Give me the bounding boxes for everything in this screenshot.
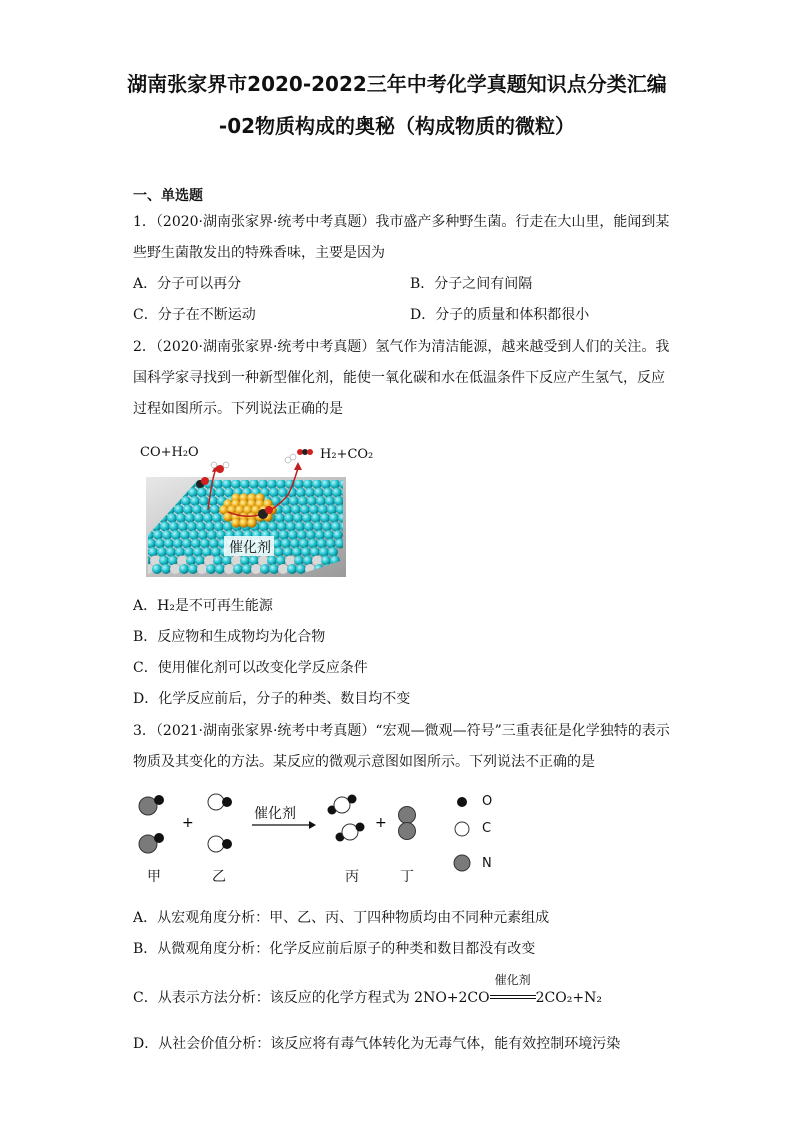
label-bing: 丙 <box>345 869 359 885</box>
support-atom <box>338 513 348 523</box>
product-bing-molecules <box>328 795 365 842</box>
water-molecule <box>223 462 229 468</box>
support-atom <box>180 530 190 540</box>
support-atom <box>210 505 220 515</box>
support-atom <box>171 530 181 540</box>
diagram-catalyst-label: 催化剂 <box>254 806 296 822</box>
co2-molecule <box>307 449 313 455</box>
support-atom <box>300 505 310 515</box>
support-atom <box>303 479 313 489</box>
support-atom <box>267 556 277 566</box>
micro-reaction-diagram <box>130 785 510 885</box>
arrowhead <box>294 462 302 470</box>
support-atom <box>215 564 225 574</box>
support-atom <box>215 488 225 498</box>
support-atom <box>207 530 217 540</box>
adsorbed-molecule <box>265 506 273 514</box>
nitrogen-legend-icon <box>454 855 470 871</box>
support-atom <box>298 496 308 506</box>
support-atom <box>200 539 210 549</box>
support-atom <box>184 547 194 557</box>
support-atom <box>164 539 174 549</box>
support-atom <box>196 522 206 532</box>
support-atom <box>306 530 316 540</box>
oxygen-legend-icon <box>457 797 467 807</box>
q3-option-c[interactable] <box>133 973 602 1008</box>
water-molecule <box>216 465 224 473</box>
support-atom <box>211 547 221 557</box>
support-atom <box>269 564 279 574</box>
support-atom <box>259 522 269 532</box>
support-atom <box>138 522 143 532</box>
support-atom <box>296 564 306 574</box>
gold-atom <box>247 518 257 528</box>
q3-stem-line2: 物质及其变化的方法。某反应的微观示意图如图所示。下列说法不正确的是 <box>133 754 595 770</box>
support-atom <box>199 496 209 506</box>
q2-option-d[interactable]: D．化学反应前后，分子的种类、数目均不变 <box>133 691 411 707</box>
support-atom <box>258 556 268 566</box>
support-atom <box>334 496 344 506</box>
support-atom <box>333 530 343 540</box>
support-atom <box>185 513 195 523</box>
support-atom <box>291 505 301 515</box>
support-atom <box>197 564 207 574</box>
support-atom <box>138 547 140 557</box>
legend-o-label: O <box>482 794 493 809</box>
support-atom <box>192 505 202 515</box>
plus-sign: + <box>375 815 387 831</box>
support-atom <box>284 513 294 523</box>
support-atom <box>167 513 177 523</box>
support-atom <box>348 479 358 489</box>
figure-reactants-label: CO+H₂O <box>140 445 199 460</box>
support-atom <box>169 522 179 532</box>
support-atom <box>202 547 212 557</box>
support-atom <box>240 556 250 566</box>
q2-stem-line2: 国科学家寻找到一种新型催化剂，能使一氧化碳和水在低温条件下反应产生氢气，反应 <box>133 370 665 386</box>
support-atom <box>161 564 171 574</box>
equation-bar <box>490 998 536 999</box>
support-atom <box>277 522 287 532</box>
support-atom <box>289 496 299 506</box>
support-atom <box>231 556 241 566</box>
support-atom <box>295 522 305 532</box>
support-atom <box>214 522 224 532</box>
support-atom <box>294 556 304 566</box>
support-atom <box>203 513 213 523</box>
support-atom <box>191 539 201 549</box>
q1-option-a[interactable]: A．分子可以再分 <box>133 276 242 292</box>
support-atom <box>251 564 261 574</box>
support-atom <box>195 556 205 566</box>
q2-stem-line3: 过程如图所示。下列说法正确的是 <box>133 401 343 417</box>
document-title-line2: -02物质构成的奥秘（构成物质的微粒） <box>218 114 576 138</box>
support-atom <box>310 547 320 557</box>
support-atom <box>311 513 321 523</box>
support-atom <box>175 547 185 557</box>
support-atom <box>138 530 145 540</box>
support-atom <box>166 547 176 557</box>
support-atom <box>314 488 324 498</box>
support-atom <box>318 505 328 515</box>
support-atom <box>285 556 295 566</box>
support-atom <box>206 564 216 574</box>
support-atom <box>138 564 144 574</box>
support-atom <box>282 505 292 515</box>
support-atom <box>269 488 279 498</box>
support-atom <box>240 479 250 489</box>
support-atom <box>174 505 184 515</box>
support-atom <box>328 547 338 557</box>
support-atom <box>213 479 223 489</box>
atom-legend <box>454 797 470 871</box>
support-atom <box>189 530 199 540</box>
support-atom <box>187 522 197 532</box>
q3-option-c-suffix: 2CO₂+N₂ <box>535 990 602 1006</box>
figure-products-label: H₂+CO₂ <box>320 447 374 462</box>
support-atom <box>143 564 153 574</box>
support-atom <box>150 556 160 566</box>
q1-stem-line1: 1．（2020·湖南张家界·统考中考真题）我市盛产多种野生菌。行走在大山里，能闻到某 <box>133 214 670 230</box>
support-atom <box>170 564 180 574</box>
support-atom <box>186 556 196 566</box>
support-atom <box>293 513 303 523</box>
support-atom <box>205 522 215 532</box>
equation-arrow <box>490 973 536 1008</box>
support-atom <box>278 564 288 574</box>
support-atom <box>138 539 147 549</box>
support-atom <box>279 530 289 540</box>
support-atom <box>286 522 296 532</box>
support-atom <box>198 530 208 540</box>
support-atom <box>157 547 167 557</box>
q1-stem-line2: 些野生菌散发出的特殊香味，主要是因为 <box>133 245 385 261</box>
support-atom <box>138 496 146 506</box>
support-atom <box>276 556 286 566</box>
q2-option-b[interactable]: B．反应物和生成物均为化合物 <box>133 629 326 645</box>
support-atom <box>332 488 342 498</box>
water-molecule <box>211 462 217 468</box>
support-atom <box>326 539 336 549</box>
support-atom <box>317 539 327 549</box>
support-atom <box>181 496 191 506</box>
q3-option-b[interactable]: B．从微观角度分析：化学反应前后原子的种类和数目都没有改变 <box>133 941 536 957</box>
label-ding: 丁 <box>400 869 414 885</box>
reactant-jia-molecules <box>139 795 164 853</box>
support-atom <box>330 479 340 489</box>
support-atom <box>138 556 142 566</box>
support-atom <box>315 530 325 540</box>
q1-option-b[interactable]: B．分子之间有间隔 <box>410 276 533 292</box>
figure-catalyst-label: 催化剂 <box>229 540 271 556</box>
support-atom <box>173 539 183 549</box>
support-atom <box>322 522 332 532</box>
support-atom <box>319 547 329 557</box>
q1-option-d[interactable]: D．分子的质量和体积都很小 <box>410 307 590 323</box>
support-atom <box>209 539 219 549</box>
support-atom <box>267 479 277 489</box>
support-atom <box>197 488 207 498</box>
support-atom <box>268 522 278 532</box>
carbon-legend-icon <box>455 822 469 836</box>
document-title-line1: 湖南张家界市2020-2022三年中考化学真题知识点分类汇编 <box>127 72 667 96</box>
q2-option-a[interactable]: A．H₂是不可再生能源 <box>133 598 273 614</box>
support-atom <box>299 539 309 549</box>
support-atom <box>176 513 186 523</box>
support-atom <box>224 564 234 574</box>
support-atom <box>290 539 300 549</box>
support-atom <box>287 564 297 574</box>
q2-option-c[interactable]: C．使用催化剂可以改变化学反应条件 <box>133 660 368 676</box>
support-atom <box>258 479 268 489</box>
co-molecule <box>201 477 209 485</box>
support-atom <box>305 488 315 498</box>
label-jia: 甲 <box>147 869 161 885</box>
support-atom <box>183 505 193 515</box>
support-atom <box>148 547 158 557</box>
q2-stem-line1: 2．（2020·湖南张家界·统考中考真题）氢气作为清洁能源，越来越受到人们的关注。我 <box>133 339 670 355</box>
support-atom <box>297 530 307 540</box>
support-atom <box>301 547 311 557</box>
support-atom <box>292 547 302 557</box>
support-atom <box>233 564 243 574</box>
support-atom <box>320 513 330 523</box>
support-atom <box>345 505 355 515</box>
support-atom <box>303 556 313 566</box>
support-atom <box>321 556 331 566</box>
plus-sign: + <box>182 815 194 831</box>
support-atom <box>222 479 232 489</box>
support-atom <box>350 488 360 498</box>
q3-option-a[interactable]: A．从宏观角度分析：甲、乙、丙、丁四种物质均由不同种元素组成 <box>133 910 550 926</box>
support-atom <box>327 505 337 515</box>
support-atom <box>249 556 259 566</box>
support-atom <box>222 556 232 566</box>
support-atom <box>159 556 169 566</box>
support-atom <box>324 530 334 540</box>
support-atom <box>204 556 214 566</box>
support-atom <box>160 522 170 532</box>
support-atom <box>316 496 326 506</box>
equation-bar <box>490 995 536 996</box>
legend-n-label: N <box>482 856 492 871</box>
reactant-yi-molecules <box>208 794 232 852</box>
equation-catalyst: 催化剂 <box>494 973 531 987</box>
support-atom <box>213 556 223 566</box>
support-atom <box>162 530 172 540</box>
reaction-arrowhead <box>309 821 316 829</box>
support-atom <box>152 564 162 574</box>
support-atom <box>177 556 187 566</box>
support-atom <box>231 479 241 489</box>
support-atom <box>242 564 252 574</box>
q3-option-c-prefix: C．从表示方法分析：该反应的化学方程式为 2NO+2CO <box>133 990 490 1006</box>
support-atom <box>190 496 200 506</box>
support-atom <box>193 547 203 557</box>
support-atom <box>321 479 331 489</box>
support-atom <box>179 564 189 574</box>
support-atom <box>312 479 322 489</box>
support-atom <box>138 513 141 523</box>
support-atom <box>331 522 341 532</box>
support-atom <box>153 530 163 540</box>
support-atom <box>323 488 333 498</box>
support-atom <box>308 539 318 549</box>
support-atom <box>182 539 192 549</box>
support-atom <box>155 539 165 549</box>
h2-molecule <box>290 454 296 460</box>
q1-option-c[interactable]: C．分子在不断运动 <box>133 307 256 323</box>
section-heading: 一、单选题 <box>133 188 203 204</box>
support-atom <box>309 505 319 515</box>
support-atom <box>260 564 270 574</box>
q3-option-d[interactable]: D．从社会价值分析：该反应将有毒气体转化为无毒气体，能有效控制环境污染 <box>133 1036 621 1052</box>
support-atom <box>288 530 298 540</box>
support-atom <box>312 556 322 566</box>
support-atom <box>275 513 285 523</box>
q3-stem-line1: 3．（2021·湖南张家界·统考中考真题）“宏观—微观—符号”三重表征是化学独特的表示 <box>133 723 670 739</box>
support-atom <box>281 539 291 549</box>
support-atom <box>283 547 293 557</box>
support-atom <box>296 488 306 498</box>
product-ding-molecule <box>399 807 416 840</box>
support-atom <box>188 564 198 574</box>
support-atom <box>325 496 335 506</box>
support-atom <box>201 505 211 515</box>
support-atom <box>313 522 323 532</box>
support-atom <box>307 496 317 506</box>
support-atom <box>194 513 204 523</box>
support-atom <box>274 547 284 557</box>
support-atom <box>178 522 188 532</box>
support-atom <box>276 479 286 489</box>
label-yi: 乙 <box>212 869 226 885</box>
support-atom <box>294 479 304 489</box>
support-atom <box>168 556 178 566</box>
support-atom <box>304 522 314 532</box>
support-atom <box>302 513 312 523</box>
support-atom <box>249 479 259 489</box>
support-atom <box>212 513 222 523</box>
support-atom <box>329 513 339 523</box>
legend-c-label: C <box>482 821 492 836</box>
